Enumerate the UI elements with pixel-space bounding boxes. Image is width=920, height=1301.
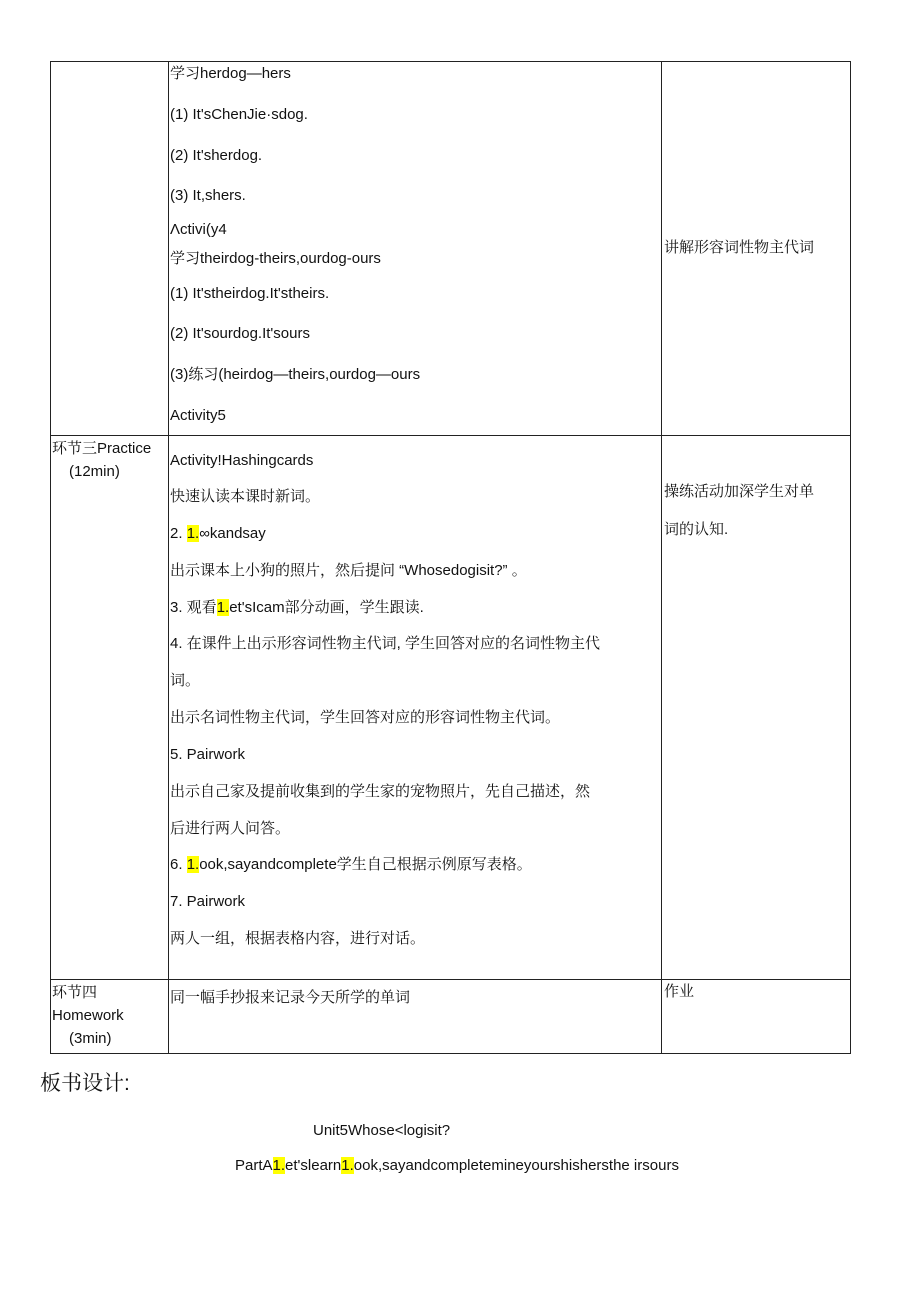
row2-label-title: 环节三Practice (52, 440, 152, 457)
row2-line: 5. Pairwork (170, 746, 246, 763)
row2-line: 快速认读本课时新词。 (170, 488, 321, 505)
row2-line: 词。 (170, 672, 201, 689)
step-number: 3. 观看 (170, 599, 217, 616)
row-divider-1 (50, 435, 851, 436)
highlighted-text: 1. (186, 525, 200, 542)
row2-line: Activity!Hashingcards (170, 452, 314, 469)
row1-note: 讲解形容词性物主代词 (664, 239, 815, 256)
row1-line: (2) It'sherdog. (170, 147, 263, 164)
step-text: ∞kandsay (199, 525, 266, 542)
board-design-heading: 板书设计: (40, 1072, 130, 1095)
step-number: 2. (170, 525, 187, 542)
row2-line (170, 524, 266, 544)
row2-line (170, 855, 532, 875)
table-border-right (850, 61, 851, 1054)
row2-line: 4. 在课件上出示形容词性物主代词, 学生回答对应的名词性物主代 (170, 635, 601, 652)
board-parts-line (235, 1156, 679, 1176)
step-number: 6. (170, 856, 187, 873)
highlighted-text: 1. (186, 856, 200, 873)
row1-line: (2) It'sourdog.It'sours (170, 325, 310, 342)
highlighted-text: 1. (272, 1157, 286, 1174)
row2-line: 出示自己家及提前收集到的学生家的宠物照片，先自己描述，然 (170, 783, 591, 800)
highlighted-text: 1. (341, 1157, 354, 1174)
row1-line: (1) It'sChenJie·sdog. (170, 106, 308, 123)
step-text: et'sIcam部分动画，学生跟读. (229, 599, 424, 616)
row3-label-duration: (3min) (69, 1030, 112, 1047)
table-border-left (50, 61, 51, 1054)
column-divider-1 (168, 61, 169, 1054)
row3-content: 同一幅手抄报来记录今天所学的单词 (170, 989, 411, 1006)
row1-line: (1) It'stheirdog.It'stheirs. (170, 285, 330, 302)
row2-line: 后进行两人问答。 (170, 820, 291, 837)
row2-note-line: 操练活动加深学生对单 (664, 483, 815, 500)
row2-line: 7. Pairwork (170, 893, 246, 910)
row1-line: Activity5 (170, 407, 226, 424)
row2-line: 出示课本上小狗的照片，然后提问 “Whosedogisit?” 。 (170, 562, 527, 579)
board-part: et'slearn (285, 1157, 342, 1174)
row2-label-duration: (12min) (69, 463, 120, 480)
step-text: ook,sayandcomplete学生自己根据示例原写表格。 (199, 856, 532, 873)
highlighted-text: 1. (216, 599, 230, 616)
table-border-top (50, 61, 851, 62)
row3-note: 作业 (664, 983, 695, 1000)
board-part: PartA (235, 1157, 273, 1174)
row1-line: (3) It,shers. (170, 187, 246, 204)
row2-line (170, 598, 424, 618)
row3-label-subtitle: Homework (52, 1007, 124, 1024)
row1-line: Λctivi(y4 (170, 221, 227, 238)
row2-line: 出示名词性物主代词，学生回答对应的形容词性物主代词。 (170, 709, 561, 726)
board-part: ook,sayandcompletemineyourshishersthe irsours (353, 1157, 679, 1174)
row1-line: 学习herdog—hers (170, 65, 291, 82)
column-divider-2 (661, 61, 662, 1054)
row-divider-2 (50, 979, 851, 980)
row1-line: (3)练习(heirdog—theirs,ourdog—ours (170, 366, 421, 383)
row1-line: 学习theirdog-theirs,ourdog-ours (170, 250, 381, 267)
row2-note-line: 词的认知. (664, 521, 729, 538)
row2-line: 两人一组，根据表格内容，进行对话。 (170, 930, 426, 947)
board-title: Unit5Whose<logisit? (313, 1122, 451, 1139)
table-border-bottom (50, 1053, 851, 1054)
row3-label-title: 环节四 (52, 984, 98, 1001)
